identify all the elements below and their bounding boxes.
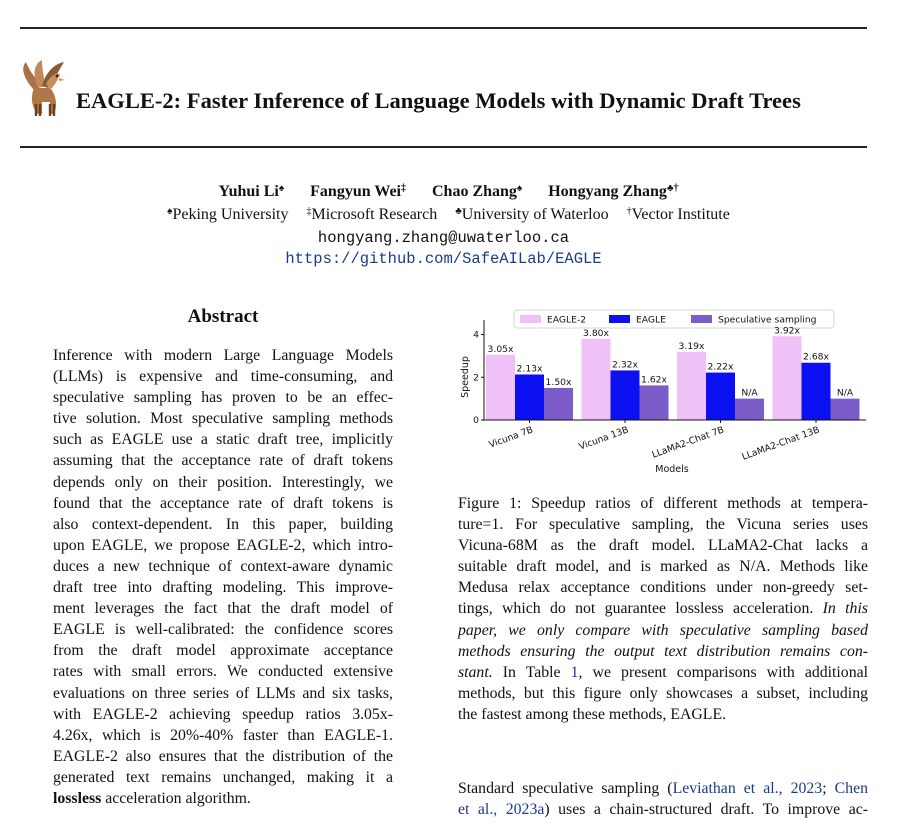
intro-line: et al., 2023a) uses a chain-structured draft. To improve ac-: [458, 801, 868, 819]
abstract-line: duces a new technique of context-aware dynamic: [53, 557, 393, 575]
affiliation-2: ‡Microsoft Research: [306, 206, 438, 223]
abstract-line: speculative sampling has proven to be an effec-: [53, 389, 393, 407]
bar-value-label: 3.92x: [774, 325, 800, 337]
bar-value-label: N/A: [741, 387, 758, 399]
bar-1-4: [773, 336, 802, 420]
github-link[interactable]: https://github.com/SafeAILab/EAGLE: [285, 250, 602, 268]
figure-caption: [458, 493, 868, 725]
x-tick-label: LLaMA2-Chat 7B: [650, 424, 726, 461]
contact-email: hongyang.zhang@uwaterloo.ca: [317, 229, 570, 247]
abstract-line: generated text remains unchanged, making it a: [53, 768, 393, 786]
caption-line: suitable draft model, and is marked as N/A. Methods like: [458, 558, 868, 576]
x-tick-label: LLaMA2-Chat 13B: [740, 424, 822, 463]
abstract-line: depends only on their position. Interestingly, we: [53, 473, 393, 491]
paper-title: EAGLE-2: Faster Inference of Language Models with Dynamic Draft Trees: [76, 88, 801, 113]
y-tick-label: 2: [473, 372, 479, 384]
bar-value-label: 1.62x: [641, 374, 667, 386]
bar-value-label: 3.80x: [583, 327, 609, 339]
speedup-bar-chart: [456, 306, 876, 480]
abstract-line: ment leverages the fact that the draft model of: [53, 600, 393, 618]
abstract-line: assuming that the acceptance rate of draft tokens: [53, 452, 393, 470]
bar-value-label: N/A: [836, 387, 854, 399]
legend-swatch: [520, 315, 541, 323]
caption-line: methods, but this figure only showcases a subset, including: [458, 684, 868, 702]
abstract-line: EAGLE-2 also ensures that the distribution of the: [53, 747, 393, 765]
bar-1-3: [677, 352, 706, 420]
abstract-line: draft tree into drafting modeling. This improve-: [53, 579, 393, 597]
caption-line: the fastest among these methods, EAGLE.: [458, 705, 727, 723]
bar-3-4: [831, 399, 860, 420]
bar-2-1: [515, 374, 544, 420]
abstract-line: EAGLE is well-calibrated: the confidence scores: [53, 621, 393, 639]
chart-bars: [486, 325, 860, 420]
bar-3-1: [544, 388, 573, 420]
bar-value-label: 3.05x: [487, 343, 514, 355]
abstract-body: [53, 345, 393, 809]
bar-value-label: 2.22x: [707, 361, 734, 373]
abstract-line: with EAGLE-2 achieving speedup ratios 3.05x-: [53, 705, 393, 723]
abstract-line: Inference with modern Large Language Models: [53, 347, 393, 364]
caption-line: Figure 1: Speedup ratios of different methods at tempera-: [458, 495, 868, 512]
author-2: Fangyun Wei‡: [310, 183, 406, 200]
x-tick-label: Vicuna 7B: [487, 424, 535, 451]
caption-line: tings, which do not guarantee lossless acceleration. In this: [458, 600, 868, 618]
author-list: [0, 183, 897, 201]
bar-2-3: [706, 373, 735, 420]
bar-3-2: [640, 385, 669, 420]
abstract-line: tive solution. Most speculative sampling methods: [53, 410, 393, 428]
citation-leviathan[interactable]: Leviathan et al., 2023: [672, 780, 823, 797]
intro-line: Standard speculative sampling (Leviathan et al., 2023; Chen: [458, 780, 868, 797]
abstract-line: found that the acceptance rate of draft tokens is: [53, 494, 393, 512]
top-rule: [20, 27, 867, 29]
affiliation-list: [0, 206, 897, 224]
abstract-line: evaluations on three series of LLMs and six tasks,: [53, 684, 393, 702]
author-1: Yuhui Li♠: [218, 183, 285, 200]
abstract-line: 4.26x, which is 20%-40% faster than EAGLE-1.: [53, 726, 393, 744]
y-tick-label: 0: [473, 415, 479, 426]
citation-chen[interactable]: Chen: [834, 780, 868, 797]
abstract-line-last: lossless acceleration algorithm.: [53, 789, 251, 807]
eagle-llama-logo: [16, 58, 72, 120]
intro-paragraph: [458, 778, 868, 820]
bar-2-2: [611, 370, 640, 420]
abstract-line: rates with small errors. We conducted extensive: [53, 663, 393, 681]
abstract-heading: Abstract: [187, 306, 259, 327]
legend-swatch: [691, 315, 712, 323]
caption-line: ture=1. For speculative sampling, the Vicuna series uses: [458, 516, 868, 534]
bottom-rule: [20, 146, 867, 148]
y-tick-label: 4: [473, 329, 479, 341]
caption-line-italic: paper, we only compare with speculative sampling based: [458, 621, 868, 639]
bar-value-label: 1.50x: [545, 376, 572, 388]
legend-label: EAGLE-2: [547, 314, 587, 326]
bar-1-1: [486, 355, 515, 420]
citation-chen-cont[interactable]: et al., 2023a: [458, 801, 545, 819]
bar-value-label: 3.19x: [678, 340, 705, 352]
affiliation-1: ♠Peking University: [167, 206, 289, 223]
x-tick-label: Vicuna 13B: [577, 424, 631, 453]
y-axis-label: Speedup: [460, 356, 471, 398]
legend-swatch: [609, 315, 630, 323]
bar-2-4: [802, 363, 831, 420]
bar-3-3: [735, 399, 764, 420]
affiliation-4: †Vector Institute: [626, 206, 730, 223]
x-axis-label: Models: [655, 464, 689, 475]
author-3: Chao Zhang♠: [431, 183, 523, 200]
bar-value-label: 2.13x: [516, 363, 543, 375]
caption-line: Medusa relax acceptance conditions under non-greedy set-: [458, 579, 868, 597]
bar-1-2: [582, 339, 611, 420]
caption-line-italic: methods ensuring the output text distribution remains con-: [458, 642, 868, 660]
lossless-emphasis: lossless: [53, 789, 102, 807]
abstract-line: (LLMs) is expensive and time-consuming, and: [53, 368, 393, 386]
author-4: Hongyang Zhang♣†: [548, 183, 679, 200]
legend-label: EAGLE: [636, 314, 666, 326]
bar-value-label: 2.32x: [612, 359, 638, 371]
bar-value-label: 2.68x: [803, 351, 829, 363]
caption-line: stant. In Table 1, we present comparisons with additional: [458, 663, 868, 681]
abstract-line: from the draft model approximate acceptance: [53, 642, 393, 660]
caption-line: Vicuna-68M as the draft model. LLaMA2-Chat lacks a: [458, 537, 868, 555]
abstract-line: upon EAGLE, we propose EAGLE-2, which intro-: [53, 536, 393, 554]
table-ref-link[interactable]: 1: [570, 663, 579, 681]
legend-label: Speculative sampling: [718, 314, 817, 326]
affiliation-3: ♣University of Waterloo: [455, 206, 609, 223]
abstract-line: also context-dependent. In this paper, building: [53, 515, 393, 533]
abstract-line: such as EAGLE use a static draft tree, implicitly: [53, 431, 393, 449]
